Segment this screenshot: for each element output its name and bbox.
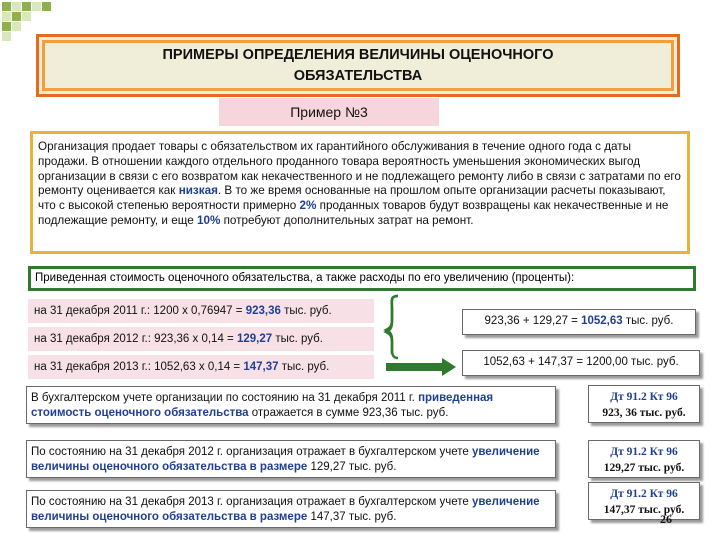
sum-expression: 1052,63 + 147,37 = 1200,00 тыс. руб.: [483, 356, 679, 368]
description-pct-highlight: 10%: [196, 213, 221, 227]
note-emphasis: увеличение величины оценочного обязательства в размере: [31, 446, 540, 473]
entry-accounts: Дт 91.2 Кт 96: [610, 446, 678, 458]
example-label: Пример №3: [219, 98, 439, 126]
sum-unit: тыс. руб.: [622, 315, 674, 327]
sum-box-2012: [462, 309, 696, 335]
calc-row-value: 129,27: [236, 333, 273, 345]
decor-square: [2, 2, 11, 11]
journal-entry-2012: [588, 440, 700, 478]
calc-row-value: 923,36: [245, 305, 281, 317]
title-line-2: ОБЯЗАТЕЛЬСТВА: [293, 67, 423, 84]
entry-amount: 129,27 тыс. руб.: [603, 462, 685, 474]
decor-square: [2, 32, 11, 41]
calc-row: [28, 355, 374, 379]
description-text: потребуют дополнительных затрат на ремонт.: [220, 213, 474, 227]
journal-entry-2011: [588, 385, 700, 423]
sum-value: 1052,63: [581, 315, 623, 327]
sum-expression: 923,36 + 129,27 =: [484, 315, 582, 327]
description-text: Организация продает товары с обязательством их гарантийного обслуживания в течение одного года с даты продажи. В отношении каждого отдельного проданного товара вероятность уменьшения экономических выгод организации в связи с его возвратом как некачественного и не подлежащего ремонту либо в связи с затратами по его ремонту оценивается как: [38, 140, 681, 198]
note-text: отражается в сумме 923,36 тыс. руб.: [248, 407, 449, 419]
note-text: По состоянию на 31 декабря 2012 г. организация отражает в бухгалтерском учете: [31, 446, 472, 458]
calc-row-expression: на 31 декабря 2011 г.: 1200 х 0,76947 =: [34, 305, 246, 317]
journal-entry-2013: [588, 482, 700, 520]
sum-box-2013: [462, 350, 700, 376]
calc-row-unit: тыс. руб.: [278, 361, 330, 373]
accounting-note-2013: [26, 490, 556, 528]
note-emphasis: приведенная стоимость оценочного обязательства: [31, 392, 494, 419]
accounting-note-2012: [26, 440, 556, 478]
description-pct-highlight: 2%: [299, 199, 317, 213]
note-emphasis: увеличение величины оценочного обязательства в размере: [31, 496, 540, 523]
description-box: [30, 131, 690, 254]
arrow-icon: [386, 358, 456, 376]
connector-graphics: [380, 292, 470, 382]
decor-square: [32, 2, 41, 11]
description-low-highlight: низкая: [178, 184, 218, 198]
entry-accounts: Дт 91.2 Кт 96: [610, 488, 678, 500]
decor-square: [2, 22, 11, 31]
present-value-heading: Приведенная стоимость оценочного обязательства, а также расходы по его увеличению (проценты):: [31, 269, 693, 288]
decor-square: [12, 12, 21, 21]
entry-amount: 923, 36 тыс. руб.: [602, 407, 686, 419]
note-text: 129,27 тыс. руб.: [307, 461, 397, 473]
present-value-heading-box: [28, 266, 696, 291]
description-text: . В то же время основанные на прошлом опыте организации расчеты показывают, что с высокой степенью вероятности примерно: [38, 184, 666, 213]
calc-row-unit: тыс. руб.: [272, 333, 323, 345]
calc-row: [28, 299, 374, 323]
calc-row-expression: на 31 декабря 2013 г.: 1052,63 х 0,14 =: [34, 361, 244, 373]
note-text: По состоянию на 31 декабря 2013 г. организация отражает в бухгалтерском учете: [31, 496, 472, 508]
note-text: 147,37 тыс. руб.: [307, 511, 397, 523]
decor-square: [12, 2, 21, 11]
page-number: 26: [660, 512, 672, 526]
description-text: проданных товаров будут возвращены как некачественные и не подлежащие ремонту, и еще: [38, 199, 669, 227]
calc-row-unit: тыс. руб.: [280, 305, 332, 317]
decor-square: [12, 22, 21, 31]
entry-accounts: Дт 91.2 Кт 96: [610, 391, 678, 403]
decor-square: [2, 12, 11, 21]
accounting-note-2011: [26, 386, 556, 424]
note-text: В бухгалтерском учете организации по состоянию на 31 декабря 2011 г.: [31, 392, 419, 404]
calc-row: [28, 327, 374, 351]
calc-row-expression: на 31 декабря 2012 г.: 923,36 х 0,14 =: [34, 333, 237, 345]
page-title: [163, 45, 554, 87]
decor-square: [42, 2, 51, 11]
calc-row-value: 147,37: [243, 361, 279, 373]
title-line-1: ПРИМЕРЫ ОПРЕДЕЛЕНИЯ ВЕЛИЧИНЫ ОЦЕНОЧНОГО: [162, 46, 554, 63]
decor-square: [22, 2, 31, 11]
decor-square: [22, 12, 31, 21]
entry-amount: 147,37 тыс. руб.: [603, 504, 685, 516]
title-box: [36, 34, 680, 97]
